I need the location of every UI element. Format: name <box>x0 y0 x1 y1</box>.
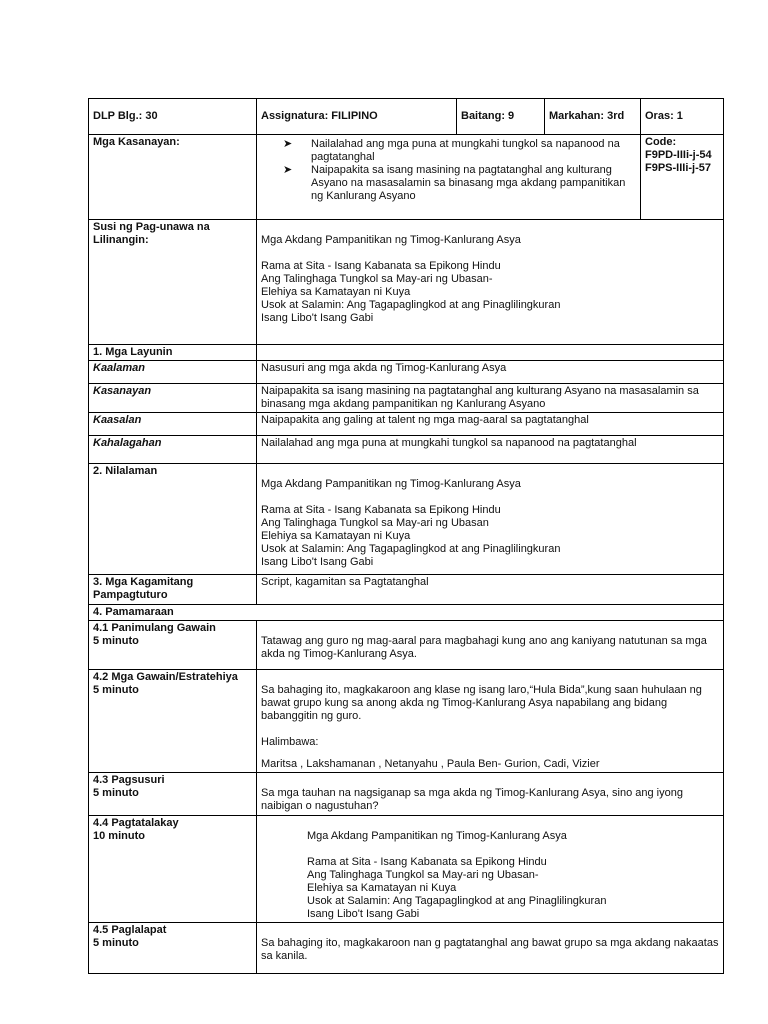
kagamitan-text: Script, kagamitan sa Pagtatanghal <box>257 575 724 605</box>
arrow-bullet-icon: ➤ <box>283 164 293 176</box>
panimula-row <box>89 621 724 670</box>
gawain-examples: Maritsa , Lakshamanan , Netanyahu , Paula Ben- Gurion, Cadi, Vizier <box>261 758 600 770</box>
layunin-row <box>89 345 724 361</box>
nilalaman-line: Elehiya sa Kamatayan ni Kuya <box>261 530 411 542</box>
kasanayan-objective-label: Kasanayan <box>89 384 257 413</box>
pagtatalakay-line: Elehiya sa Kamatayan ni Kuya <box>307 882 457 894</box>
pagsusuri-label-cell <box>89 773 257 816</box>
susi-line: Elehiya sa Kamatayan ni Kuya <box>261 286 411 298</box>
paglalapat-time: 5 minuto <box>93 937 139 949</box>
code-value: F9PD-IIIi-j-54 <box>645 149 712 161</box>
susi-title: Mga Akdang Pampanitikan ng Timog-Kanlurang Asya <box>261 234 521 246</box>
code-cell <box>641 135 724 220</box>
pagtatalakay-line: Isang Libo't Isang Gabi <box>307 908 420 920</box>
pagtatalakay-time: 10 minuto <box>93 830 145 842</box>
kahalagahan-label: Kahalagahan <box>89 436 257 464</box>
oras: Oras: 1 <box>641 99 724 135</box>
susi-line: Rama at Sita - Isang Kabanata sa Epikong Hindu <box>261 260 501 272</box>
gawain-label: 4.2 Mga Gawain/Estratehiya <box>93 671 238 683</box>
kahalagahan-text: Nailalahad ang mga puna at mungkahi tungkol sa napanood na pagtatanghal <box>257 436 724 464</box>
paglalapat-label: 4.5 Paglalapat <box>93 924 167 936</box>
susi-row <box>89 220 724 345</box>
arrow-bullet-icon: ➤ <box>283 138 293 150</box>
pagsusuri-row <box>89 773 724 816</box>
pagtatalakay-line: Usok at Salamin: Ang Tagapaglingkod at ang Pinaglilingkuran <box>307 895 607 907</box>
susi-label: Susi ng Pag-unawa na Lilinangin: <box>89 220 257 345</box>
gawain-row <box>89 670 724 773</box>
nilalaman-line: Ang Talinghaga Tungkol sa May-ari ng Ubasan <box>261 517 489 529</box>
gawain-time: 5 minuto <box>93 684 139 696</box>
gawain-text: Sa bahaging ito, magkakaroon ang klase ng isang laro,“Hula Bida”,kung saan huhulaan ng bawat grupo kung sa anong akda ng Timog-Kanlurang Asya napabilang ang bidang babanggitin ng guro. <box>261 684 702 722</box>
nilalaman-label: 2. Nilalaman <box>89 464 257 575</box>
kagamitan-row <box>89 575 724 605</box>
kasanayan-objective-text: Naipapakita sa isang masining na pagtatanghal ang kulturang Asyano na masasalamin sa binasang mga akdang pampanitikan ng Kanlurang Asyano <box>257 384 724 413</box>
markahan: Markahan: 3rd <box>545 99 641 135</box>
pagsusuri-time: 5 minuto <box>93 787 139 799</box>
kasanayan-list-cell <box>257 135 641 220</box>
nilalaman-title: Mga Akdang Pampanitikan ng Timog-Kanlurang Asya <box>261 478 521 490</box>
lesson-plan-table <box>88 98 724 974</box>
pagsusuri-text: Sa mga tauhan na nagsiganap sa mga akda ng Timog-Kanlurang Asya, sino ang iyong naibigan o nagustuhan? <box>261 787 683 812</box>
pagtatalakay-content <box>257 816 724 923</box>
gawain-content <box>257 670 724 773</box>
code-label: Code: <box>645 136 677 148</box>
layunin-kaasalan-row <box>89 413 724 436</box>
kasanayan-list <box>261 138 636 203</box>
kasanayan-label: Mga Kasanayan: <box>89 135 257 220</box>
nilalaman-line: Isang Libo't Isang Gabi <box>261 556 374 568</box>
nilalaman-content <box>257 464 724 575</box>
dlp-number: DLP Blg.: 30 <box>89 99 257 135</box>
panimula-text: Tatawag ang guro ng mag-aaral para magbahagi kung ano ang kaniyang natutunan sa mga akda ng Timog-Kanlurang Asya. <box>261 635 707 660</box>
pagtatalakay-label: 4.4 Pagtatalakay <box>93 817 179 829</box>
pagtatalakay-title: Mga Akdang Pampanitikan ng Timog-Kanlurang Asya <box>307 830 567 842</box>
pamamaraan-row <box>89 605 724 621</box>
kaalaman-label: Kaalaman <box>89 361 257 384</box>
paglalapat-label-cell <box>89 923 257 974</box>
kasanayan-row <box>89 135 724 220</box>
kaasalan-text: Naipapakita ang galing at talent ng mga mag-aaral sa pagtatanghal <box>257 413 724 436</box>
pagsusuri-label: 4.3 Pagsusuri <box>93 774 165 786</box>
pagsusuri-content <box>257 773 724 816</box>
layunin-kasanayan-row <box>89 384 724 413</box>
baitang: Baitang: 9 <box>457 99 545 135</box>
nilalaman-row <box>89 464 724 575</box>
kaalaman-text: Nasusuri ang mga akda ng Timog-Kanlurang Asya <box>257 361 724 384</box>
susi-line: Ang Talinghaga Tungkol sa May-ari ng Ubasan- <box>261 273 493 285</box>
susi-content <box>257 220 724 345</box>
panimula-time: 5 minuto <box>93 635 139 647</box>
layunin-label: 1. Mga Layunin <box>89 345 257 361</box>
layunin-kahalagahan-row <box>89 436 724 464</box>
pagtatalakay-label-cell <box>89 816 257 923</box>
panimula-content <box>257 621 724 670</box>
layunin-kaalaman-row <box>89 361 724 384</box>
paglalapat-content <box>257 923 724 974</box>
paglalapat-row <box>89 923 724 974</box>
nilalaman-line: Usok at Salamin: Ang Tagapaglingkod at ang Pinaglilingkuran <box>261 543 561 555</box>
susi-line: Usok at Salamin: Ang Tagapaglingkod at ang Pinaglilingkuran <box>261 299 561 311</box>
gawain-label-cell <box>89 670 257 773</box>
pagtatalakay-line: Ang Talinghaga Tungkol sa May-ari ng Ubasan- <box>307 869 539 881</box>
assignatura: Assignatura: FILIPINO <box>257 99 457 135</box>
pagtatalakay-row <box>89 816 724 923</box>
pagtatalakay-line: Rama at Sita - Isang Kabanata sa Epikong Hindu <box>307 856 547 868</box>
gawain-halimbawa: Halimbawa: <box>261 736 319 748</box>
pamamaraan-label: 4. Pamamaraan <box>89 605 724 621</box>
paglalapat-text: Sa bahaging ito, magkakaroon nan g pagtatanghal ang bawat grupo sa mga akdang nakaatas sa kanila. <box>261 937 719 962</box>
kaasalan-label: Kaasalan <box>89 413 257 436</box>
susi-line: Isang Libo't Isang Gabi <box>261 312 374 324</box>
panimula-label: 4.1 Panimulang Gawain <box>93 622 216 634</box>
list-item: ➤ Nailalahad ang mga puna at mungkahi tungkol sa napanood na pagtatanghal <box>283 138 620 163</box>
kagamitan-label: 3. Mga Kagamitang Pampagtuturo <box>89 575 257 605</box>
panimula-label-cell <box>89 621 257 670</box>
list-item: ➤ Naipapakita sa isang masining na pagtatanghal ang kulturang Asyano na masasalamin sa binasang mga akdang pampanitikan ng Kanlurang Asyano <box>283 164 626 202</box>
header-row <box>89 99 724 135</box>
code-value: F9PS-IIIi-j-57 <box>645 162 712 174</box>
nilalaman-line: Rama at Sita - Isang Kabanata sa Epikong Hindu <box>261 504 501 516</box>
